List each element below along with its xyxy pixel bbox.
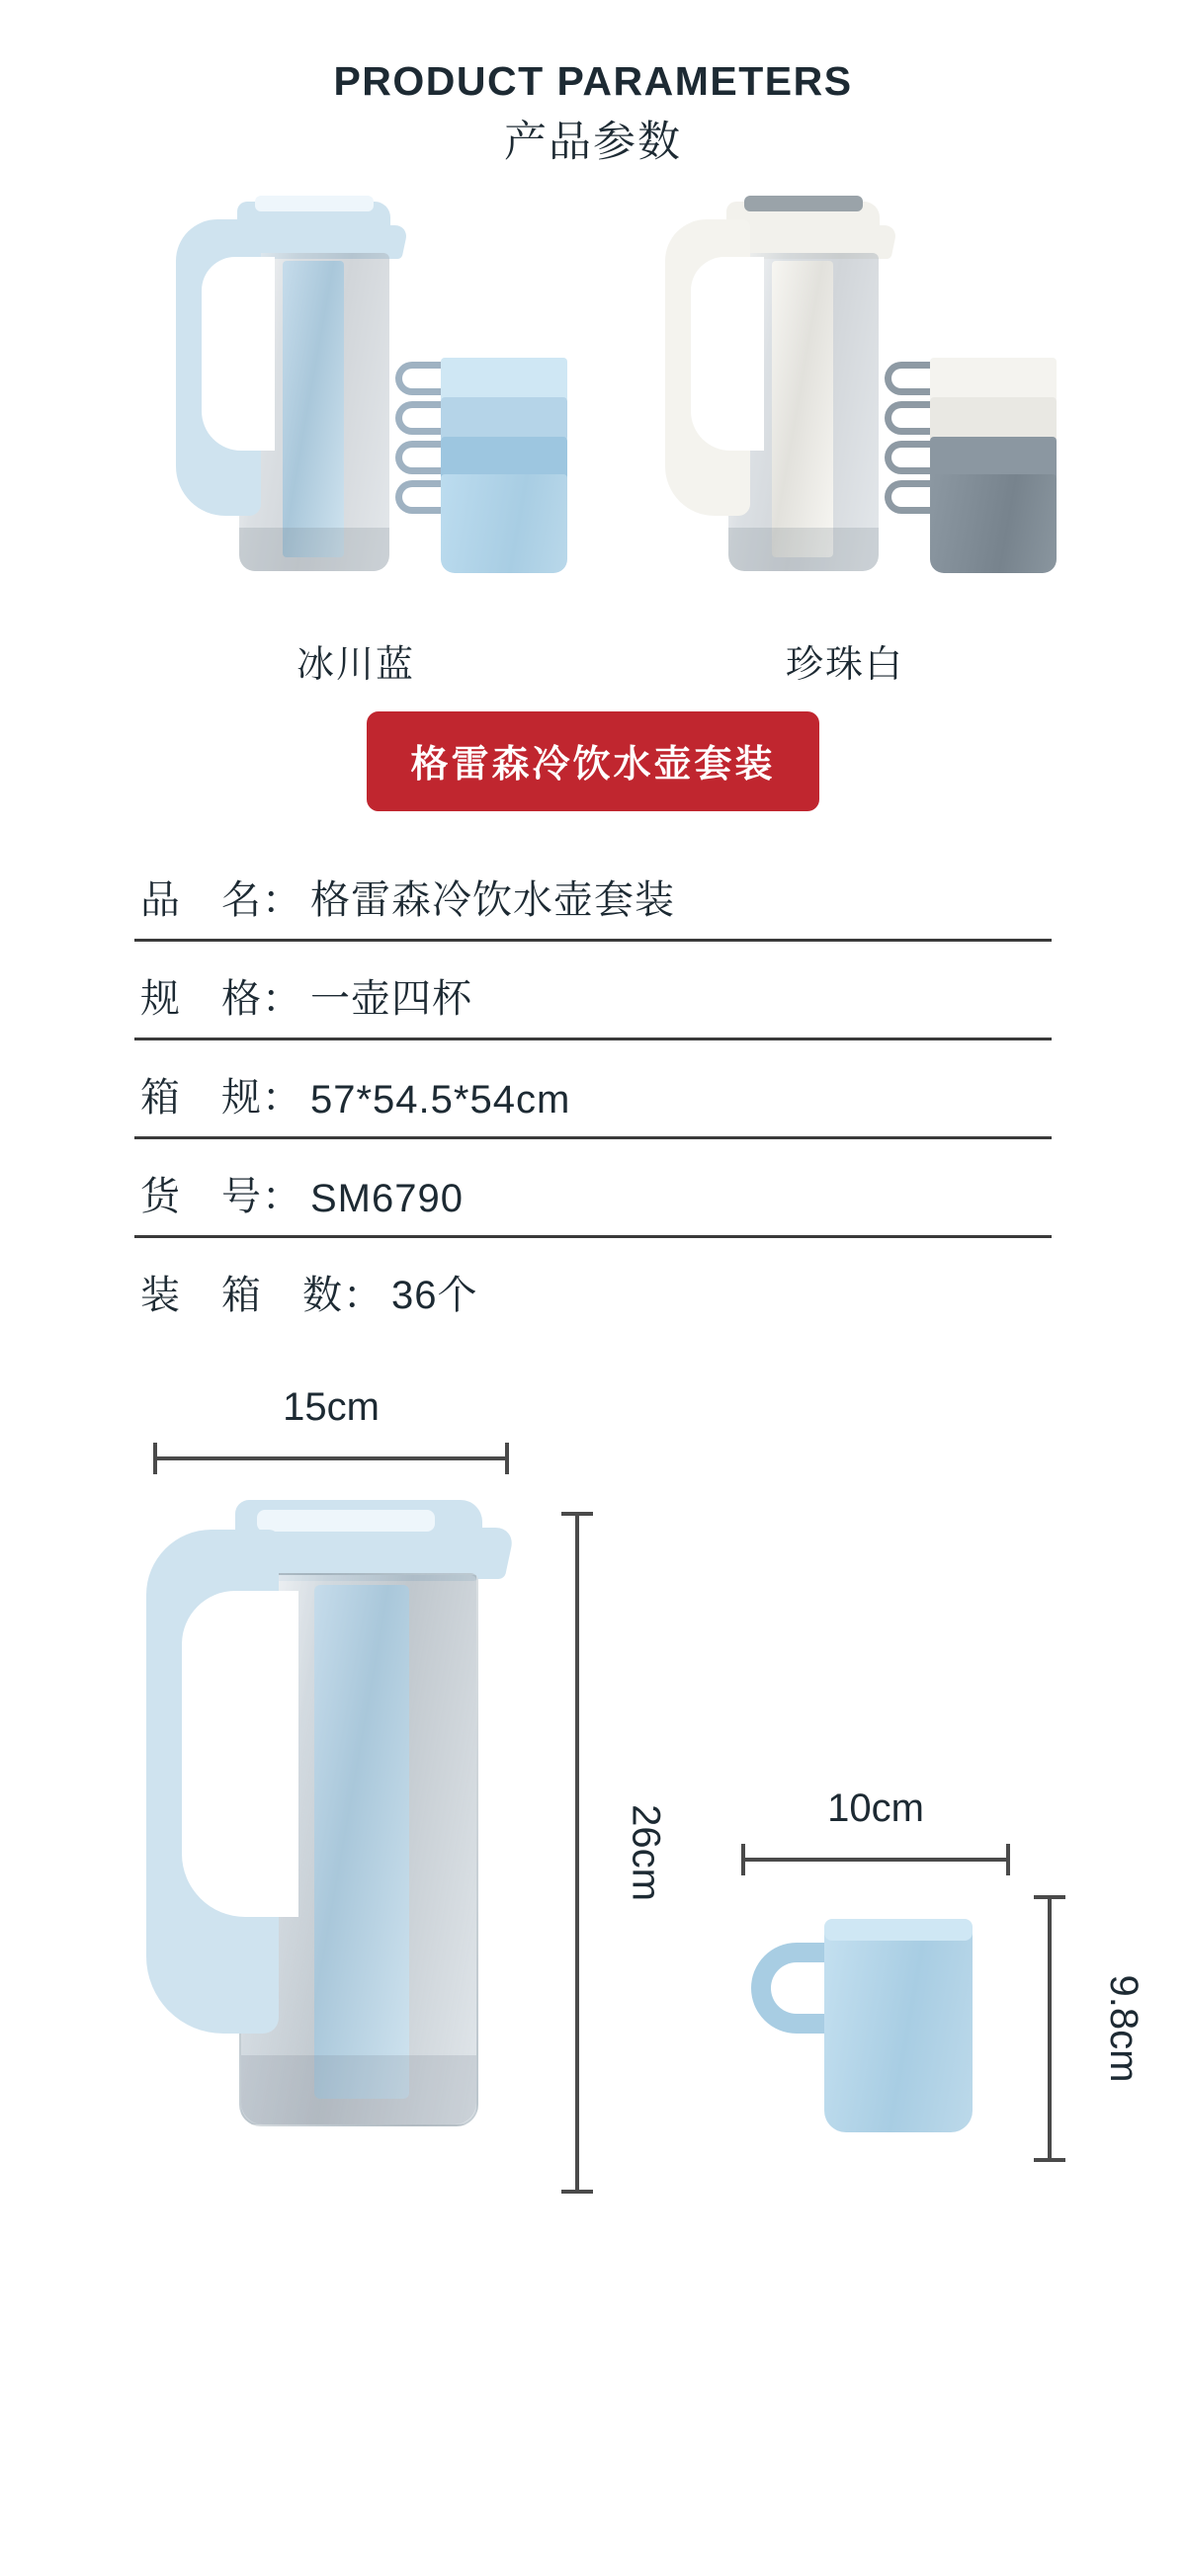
dimension-cap-top	[561, 1512, 593, 1516]
dimension-cap-top	[1034, 1895, 1065, 1899]
cup-handle-icon	[395, 441, 447, 474]
variant-label-blue: 冰川蓝	[296, 644, 415, 686]
spec-value: 57*54.5*54cm	[310, 1078, 571, 1122]
spec-value: 格雷森冷饮水壶套装	[310, 878, 675, 922]
dimension-label-pitcher-height: 26cm	[624, 1804, 668, 1901]
pitcher-inner-filter	[314, 1585, 409, 2099]
cup-body	[824, 1925, 973, 2132]
spec-row	[134, 869, 1052, 942]
dimension-line	[1048, 1895, 1052, 2162]
dimension-label-pitcher-width: 15cm	[283, 1385, 380, 1429]
page-title-en: PRODUCT PARAMETERS	[333, 58, 853, 104]
dimension-cap-right	[1006, 1844, 1010, 1875]
cup-handle-icon	[395, 362, 447, 395]
pitcher-lid-top	[257, 1510, 435, 1532]
cup	[441, 474, 567, 573]
cup	[930, 474, 1057, 573]
product-name-banner: 格雷森冷饮水壶套装	[367, 711, 818, 811]
pitcher-base	[728, 528, 879, 571]
cup-dimension-illustration	[751, 1895, 1018, 2162]
page-title-cn: 产品参数	[504, 119, 682, 166]
dimension-cup-height	[1026, 1895, 1145, 2162]
dimension-label-cup-width: 10cm	[827, 1787, 924, 1830]
spec-key: 货 号：	[140, 1175, 302, 1218]
dimension-cap-left	[741, 1844, 745, 1875]
dimension-cap-left	[153, 1443, 157, 1474]
dimension-pitcher-width	[153, 1385, 509, 1476]
dimension-line	[741, 1858, 1010, 1862]
cup-handle-icon	[885, 480, 936, 514]
spec-value: 36个	[391, 1274, 478, 1317]
pitcher-base	[239, 528, 389, 571]
pitcher-handle-cutout	[202, 257, 275, 451]
dimension-cap-right	[505, 1443, 509, 1474]
cup-handle-icon	[885, 441, 936, 474]
variant-pearl-white	[598, 192, 1092, 706]
pitcher-illustration-blue	[168, 202, 415, 617]
cup-rim	[824, 1919, 973, 1941]
product-name-banner-wrap	[0, 711, 1186, 811]
spec-row	[134, 1264, 1052, 1334]
dimension-line	[575, 1512, 579, 2194]
spec-table	[134, 869, 1052, 1334]
pitcher-inner-filter	[283, 261, 344, 557]
spec-key: 品 名：	[140, 878, 302, 922]
pitcher-illustration-white	[657, 202, 904, 617]
pitcher-handle-cutout	[691, 257, 764, 451]
spec-key: 装 箱 数：	[140, 1274, 383, 1317]
dimension-pitcher-height	[553, 1512, 668, 2194]
spec-key: 规 格：	[140, 977, 302, 1021]
dimension-cap-bottom	[561, 2190, 593, 2194]
dimension-line	[153, 1456, 509, 1460]
cup-stack-blue	[395, 358, 583, 605]
pitcher-lid-top	[744, 196, 863, 211]
spec-row	[134, 1066, 1052, 1139]
pitcher-handle-cutout	[182, 1591, 298, 1917]
cup-stack-white	[885, 358, 1072, 605]
product-showcase	[0, 192, 1186, 706]
spec-row	[134, 1165, 1052, 1238]
cup-handle-icon	[395, 401, 447, 435]
dimension-cup-width	[741, 1787, 1010, 1877]
cup-handle-icon	[885, 362, 936, 395]
pitcher-spout	[439, 1528, 515, 1579]
dimension-label-cup-height: 9.8cm	[1101, 1974, 1145, 2083]
page-header	[0, 0, 1186, 164]
cup-handle-icon	[395, 480, 447, 514]
pitcher-base	[241, 2055, 476, 2124]
spec-row	[134, 967, 1052, 1040]
spec-key: 箱 规：	[140, 1076, 302, 1120]
variant-glacier-blue	[109, 192, 603, 706]
variant-label-white: 珍珠白	[785, 644, 904, 686]
spec-value: SM6790	[310, 1177, 464, 1220]
dimension-diagram	[0, 1373, 1186, 2243]
spec-value: 一壶四杯	[310, 977, 472, 1021]
dimension-cap-bottom	[1034, 2158, 1065, 2162]
cup-handle-icon	[885, 401, 936, 435]
pitcher-lid-top	[255, 196, 374, 211]
pitcher-inner-filter	[772, 261, 833, 557]
pitcher-dimension-illustration	[128, 1500, 524, 2182]
